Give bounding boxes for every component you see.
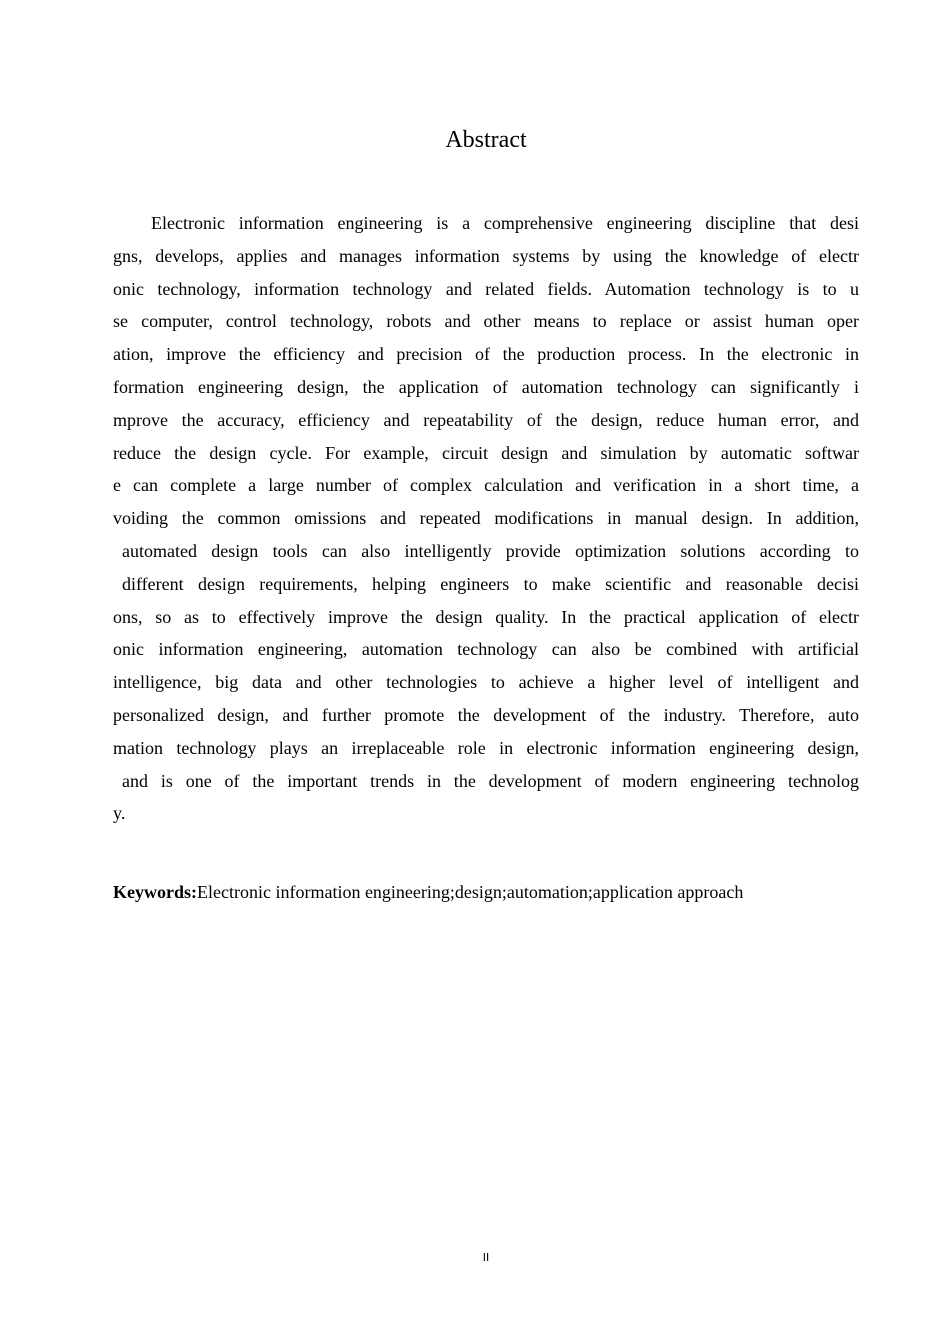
keywords-text: Electronic information engineering;design;automation;application approach [197, 882, 744, 902]
keywords-label: Keywords: [113, 882, 197, 902]
abstract-line: voiding the common omissions and repeated modifications in manual design. In addition, [113, 508, 859, 529]
abstract-body [113, 207, 859, 830]
page-number: II [482, 1251, 490, 1264]
abstract-line: se computer, control technology, robots and other means to replace or assist human oper [113, 311, 859, 332]
abstract-line: ation, improve the efficiency and precision of the production process. In the electronic in [113, 344, 859, 365]
abstract-line: mation technology plays an irreplaceable role in electronic information engineering design, [113, 737, 859, 758]
abstract-title: Abstract [445, 127, 527, 153]
abstract-line: Electronic information engineering is a comprehensive engineering discipline that desi [151, 213, 859, 233]
keywords-line [113, 877, 743, 907]
abstract-line: personalized design, and further promote the development of the industry. Therefore, auto [113, 704, 859, 725]
abstract-line: different design requirements, helping engineers to make scientific and reasonable decisi [122, 573, 859, 594]
abstract-line: onic technology, information technology and related fields. Automation technology is to u [113, 278, 859, 299]
abstract-line: gns, develops, applies and manages information systems by using the knowledge of electr [113, 245, 859, 266]
abstract-line: intelligence, big data and other technologies to achieve a higher level of intelligent and [113, 672, 859, 693]
abstract-line: reduce the design cycle. For example, circuit design and simulation by automatic softwar [113, 442, 859, 463]
abstract-line: y. [113, 803, 126, 824]
abstract-line: automated design tools can also intelligently provide optimization solutions according to [122, 540, 859, 561]
abstract-line: formation engineering design, the application of automation technology can significantly i [113, 376, 859, 397]
abstract-line: and is one of the important trends in the development of modern engineering technolog [122, 770, 859, 791]
abstract-line: onic information engineering, automation technology can also be combined with artificial [113, 639, 859, 660]
abstract-line: ons, so as to effectively improve the design quality. In the practical application of electr [113, 606, 859, 627]
abstract-line: e can complete a large number of complex calculation and verification in a short time, a [113, 475, 859, 496]
abstract-line: mprove the accuracy, efficiency and repeatability of the design, reduce human error, and [113, 409, 859, 430]
